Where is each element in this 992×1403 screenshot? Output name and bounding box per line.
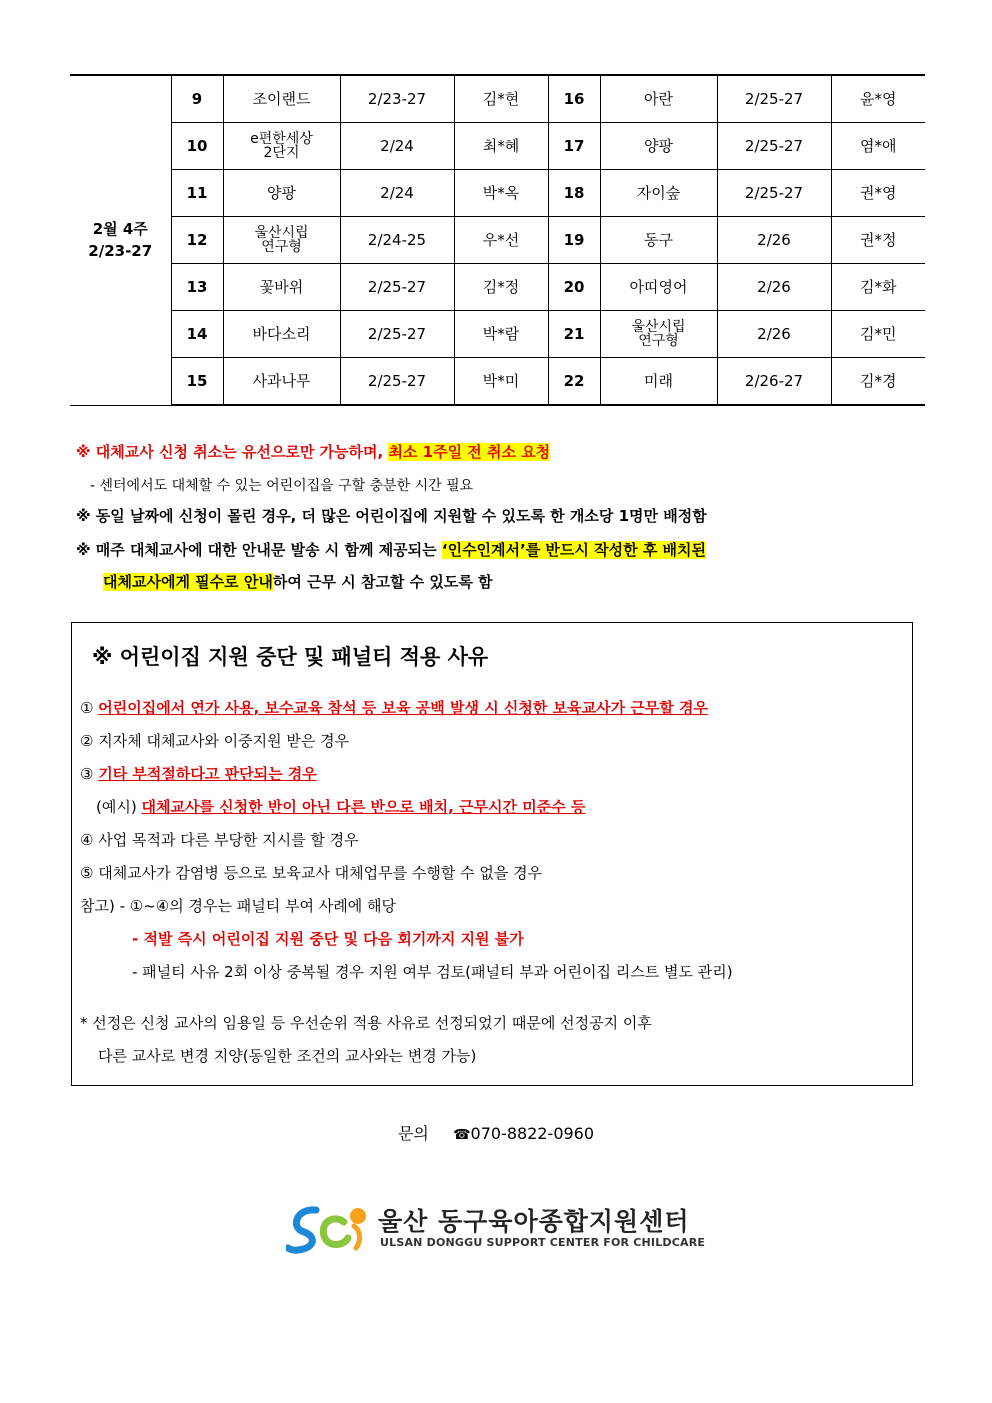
logo-icon (286, 1200, 374, 1256)
date-cell: 2/25-27 (717, 170, 831, 217)
row-number: 21 (548, 311, 600, 358)
date-cell: 2/26 (717, 264, 831, 311)
teacher-cell: 김*정 (454, 264, 548, 311)
center-name-line: 울산시립 (254, 225, 309, 241)
row-number: 17 (548, 123, 600, 170)
contact-line (0, 1121, 992, 1144)
notice-cancel (76, 441, 550, 462)
center-name: 양팡 (600, 123, 717, 170)
row-number: 12 (171, 217, 223, 264)
center-name-line: e편한세상 (250, 131, 313, 147)
table-row (70, 217, 925, 264)
week-label: 2월 4주 (92, 220, 148, 239)
row-number: 19 (548, 217, 600, 264)
notice-subtext: - 센터에서도 대체할 수 있는 어린이집을 구할 충분한 시간 필요 (90, 478, 474, 494)
penalty-example (96, 796, 585, 817)
contact-phone[interactable]: 070-8822-0960 (470, 1124, 595, 1143)
center-name (223, 217, 340, 264)
teacher-cell: 김*현 (454, 75, 548, 123)
week-dates: 2/23-27 (88, 242, 153, 261)
date-cell: 2/24-25 (340, 217, 454, 264)
center-name-line: 2단지 (263, 145, 300, 161)
date-cell: 2/25-27 (717, 75, 831, 123)
table-row (70, 264, 925, 311)
row-number: 20 (548, 264, 600, 311)
penalty-item-3 (80, 763, 317, 784)
row-number: 9 (171, 75, 223, 123)
teacher-cell: 김*민 (831, 311, 925, 358)
center-name (223, 123, 340, 170)
example-text: 대체교사를 신청한 반이 아닌 다른 반으로 배치, 근무시간 미준수 등 (141, 798, 586, 816)
center-name: 미래 (600, 358, 717, 406)
notice-text: 하여 근무 시 참고할 수 있도록 함 (272, 573, 493, 591)
teacher-cell: 김*경 (831, 358, 925, 406)
penalty-item-4: ④ 사업 목적과 다른 부당한 지시를 할 경우 (80, 831, 359, 849)
date-cell: 2/26-27 (717, 358, 831, 406)
center-name: 자이숲 (600, 170, 717, 217)
center-name-line: 울산시립 (631, 319, 686, 335)
footnote: * 선정은 신청 교사의 임용일 등 우선순위 적용 사유로 선정되었기 때문에 선정공지 이후 (80, 1014, 652, 1032)
table-row (70, 75, 925, 123)
penalty-title: ※ 어린이집 지원 중단 및 패널티 적용 사유 (92, 645, 489, 669)
table-row (70, 311, 925, 358)
center-name: 사과나무 (223, 358, 340, 406)
center-name-line: 연구형 (261, 239, 302, 255)
center-name (600, 311, 717, 358)
center-name: 조이랜드 (223, 75, 340, 123)
teacher-cell: 김*화 (831, 264, 925, 311)
row-number: 22 (548, 358, 600, 406)
row-number: 16 (548, 75, 600, 123)
item-number: ③ (80, 765, 94, 783)
row-number: 10 (171, 123, 223, 170)
example-label: (예시) (96, 798, 137, 816)
table-row (70, 170, 925, 217)
row-number: 15 (171, 358, 223, 406)
center-name: 아띠영어 (600, 264, 717, 311)
penalty-item-1 (80, 697, 708, 718)
teacher-cell: 최*혜 (454, 123, 548, 170)
date-cell: 2/24 (340, 170, 454, 217)
teacher-cell: 윤*영 (831, 75, 925, 123)
date-cell: 2/25-27 (340, 358, 454, 406)
penalty-box (71, 622, 913, 1086)
logo-name-english: ULSAN DONGGU SUPPORT CENTER FOR CHILDCARE (380, 1236, 706, 1249)
notice-highlight: 최소 1주일 전 취소 요청 (388, 443, 551, 461)
table-row (70, 123, 925, 170)
contact-label: 문의 (397, 1124, 429, 1143)
notice-handover (76, 539, 706, 560)
teacher-cell: 염*애 (831, 123, 925, 170)
phone-icon: ☎ (453, 1127, 471, 1143)
teacher-cell: 박*미 (454, 358, 548, 406)
table-row (70, 358, 925, 406)
penalty-reference-2: - 패널티 사유 2회 이상 중복될 경우 지원 여부 검토(패널티 부과 어린이집 리스트 별도 관리) (132, 963, 733, 981)
logo-name-korean: 울산 동구육아종합지원센터 (378, 1207, 690, 1236)
center-name: 바다소리 (223, 311, 340, 358)
center-name: 아란 (600, 75, 717, 123)
row-number: 13 (171, 264, 223, 311)
center-name: 양팡 (223, 170, 340, 217)
row-number: 18 (548, 170, 600, 217)
item-text: 어린이집에서 연가 사용, 보수교육 참석 등 보육 공백 발생 시 신청한 보육교사가 근무할 경우 (98, 699, 708, 717)
row-number: 14 (171, 311, 223, 358)
notice-text: ※ 대체교사 신청 취소는 유선으로만 가능하며, (76, 443, 389, 461)
row-number: 11 (171, 170, 223, 217)
item-number: ① (80, 699, 94, 717)
center-logo (286, 1200, 706, 1260)
notice-highlight: 대체교사에게 필수로 안내 (103, 573, 273, 591)
penalty-reference-red: - 적발 즉시 어린이집 지원 중단 및 다음 회기까지 지원 불가 (132, 930, 524, 948)
date-cell: 2/26 (717, 217, 831, 264)
notice-assignment: ※ 동일 날짜에 신청이 몰린 경우, 더 많은 어린이집에 지원할 수 있도록 한 개소당 1명만 배정함 (76, 507, 707, 525)
footnote-2: 다른 교사로 변경 지양(동일한 조건의 교사와는 변경 가능) (98, 1047, 477, 1065)
teacher-cell: 권*영 (831, 170, 925, 217)
week-cell (70, 75, 171, 405)
notice-text: ※ 매주 대체교사에 대한 안내문 발송 시 함께 제공되는 (76, 541, 442, 559)
schedule-table (70, 74, 925, 406)
teacher-cell: 권*정 (831, 217, 925, 264)
date-cell: 2/26 (717, 311, 831, 358)
date-cell: 2/25-27 (717, 123, 831, 170)
date-cell: 2/24 (340, 123, 454, 170)
teacher-cell: 우*선 (454, 217, 548, 264)
teacher-cell: 박*옥 (454, 170, 548, 217)
center-name-line: 연구형 (638, 333, 679, 349)
penalty-reference: 참고) - ①~④의 경우는 패널티 부여 사례에 해당 (80, 897, 396, 915)
center-name: 꽃바위 (223, 264, 340, 311)
notice-highlight: ‘인수인계서’를 반드시 작성한 후 배치된 (441, 541, 707, 559)
item-text: 기타 부적절하다고 판단되는 경우 (98, 765, 317, 783)
notice-handover-2 (103, 571, 493, 592)
center-name: 동구 (600, 217, 717, 264)
penalty-item-5: ⑤ 대체교사가 감염병 등으로 보육교사 대체업무를 수행할 수 없을 경우 (80, 864, 543, 882)
date-cell: 2/23-27 (340, 75, 454, 123)
date-cell: 2/25-27 (340, 264, 454, 311)
penalty-item-2: ② 지자체 대체교사와 이중지원 받은 경우 (80, 732, 350, 750)
teacher-cell: 박*람 (454, 311, 548, 358)
date-cell: 2/25-27 (340, 311, 454, 358)
